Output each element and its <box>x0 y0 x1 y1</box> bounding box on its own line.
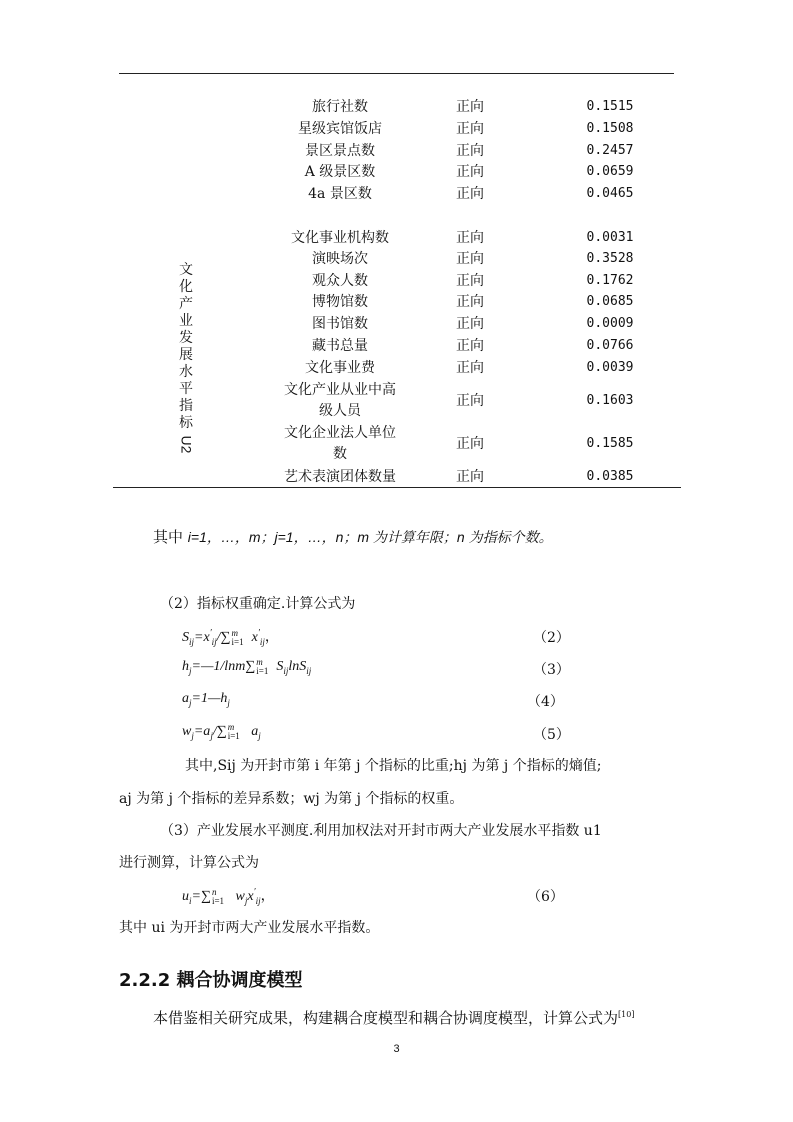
row-direction: 正向 <box>456 99 484 115</box>
row-name: 图书馆数 <box>312 316 368 332</box>
eq5-number: （5） <box>533 727 570 743</box>
row-weight: 0.1603 <box>586 393 634 408</box>
page-number: 3 <box>393 1043 400 1055</box>
step3-line1: （3）产业发展水平测度.利用加权法对开封市两大产业发展水平指数 u1 <box>160 823 602 839</box>
eq4-number: （4） <box>527 694 564 710</box>
group-label-char: 水 <box>179 364 193 380</box>
row-weight: 0.0685 <box>586 294 634 309</box>
row-name-line2: 级人员 <box>319 403 361 419</box>
row-direction: 正向 <box>456 121 484 137</box>
row-direction: 正向 <box>456 393 484 409</box>
row-direction: 正向 <box>456 186 484 202</box>
row-direction: 正向 <box>456 436 484 452</box>
row-direction: 正向 <box>456 164 484 180</box>
table-group-label <box>176 262 196 453</box>
note-italic: i=1，…，m；j=1，…，n；m 为计算年限；n 为指标个数。 <box>187 529 553 545</box>
group-label-char: 发 <box>179 330 193 346</box>
group-label-char: 文 <box>179 262 193 278</box>
final-paragraph <box>153 1003 634 1030</box>
row-weight: 0.1762 <box>586 273 634 288</box>
citation: [10] <box>618 1010 635 1019</box>
formula-6: $u_i=\sum$ n i=1 $w_jx'_{ij}$， <box>182 886 275 906</box>
formula-4: $a_j=1—h_j$ <box>182 691 230 708</box>
row-direction: 正向 <box>456 251 484 267</box>
row-direction: 正向 <box>456 230 484 246</box>
row-direction: 正向 <box>456 273 484 289</box>
row-weight: 0.1508 <box>586 121 634 136</box>
row-name: 艺术表演团体数量 <box>284 469 396 485</box>
formula-3: $h_j=—1/\ln m\sum$ m i=1 $S_{ij}\ln S_{ij}$ <box>182 657 312 677</box>
row-weight: 0.2457 <box>586 143 634 158</box>
group-label-char: 标 <box>179 415 193 431</box>
row-weight: 0.0659 <box>586 164 634 179</box>
row-name: A 级景区数 <box>304 164 376 180</box>
step3-line2: 进行测算，计算公式为 <box>119 855 259 871</box>
group-label-char: 化 <box>179 279 193 295</box>
group-label-code: U2 <box>178 435 195 454</box>
row-weight: 0.1515 <box>586 99 634 114</box>
explain-line1: 其中,Sij 为开封市第 i 年第 j 个指标的比重;hj 为第 j 个指标的熵值; <box>185 758 602 774</box>
row-name: 演映场次 <box>312 251 368 267</box>
explain-line2: aj 为第 j 个指标的差异系数；wj 为第 j 个指标的权重。 <box>119 791 464 807</box>
row-name: 景区景点数 <box>305 143 375 159</box>
table-bottom-rule <box>113 487 681 488</box>
row-weight: 0.0009 <box>586 316 634 331</box>
row-direction: 正向 <box>456 294 484 310</box>
row-name: 星级宾馆饭店 <box>298 121 382 137</box>
row-name: 4a 景区数 <box>308 186 372 202</box>
row-weight: 0.0039 <box>586 360 634 375</box>
eq6-number: （6） <box>527 889 564 905</box>
row-name: 旅行社数 <box>312 99 368 115</box>
row-weight: 0.0385 <box>586 469 634 484</box>
row-name-line1: 文化企业法人单位 <box>284 425 396 441</box>
row-name: 文化事业机构数 <box>291 230 389 246</box>
group-label-char: 业 <box>179 313 193 329</box>
group-label-char: 指 <box>179 398 193 414</box>
final-paragraph-text: 本借鉴相关研究成果，构建耦合度模型和耦合协调度模型，计算公式为 <box>153 1009 619 1027</box>
table-note <box>153 525 553 549</box>
row-name-line2: 数 <box>333 446 347 462</box>
row-weight: 0.0766 <box>586 338 634 353</box>
row-weight: 0.0031 <box>586 230 634 245</box>
section-heading: 2.2.2 耦合协调度模型 <box>119 970 303 991</box>
row-direction: 正向 <box>456 316 484 332</box>
row-direction: 正向 <box>456 338 484 354</box>
step2-title: （2）指标权重确定.计算公式为 <box>160 596 356 612</box>
row-weight: 0.1585 <box>586 436 634 451</box>
eq6-explain: 其中 ui 为开封市两大产业发展水平指数。 <box>119 920 380 936</box>
row-weight: 0.0465 <box>586 186 634 201</box>
row-direction: 正向 <box>456 360 484 376</box>
eq2-number: （2） <box>533 630 570 646</box>
row-name: 博物馆数 <box>312 294 368 310</box>
note-prefix: 其中 <box>153 528 188 546</box>
row-weight: 0.3528 <box>586 251 634 266</box>
group-label-char: 展 <box>179 347 193 363</box>
group-label-char: 产 <box>179 296 193 312</box>
row-name: 观众人数 <box>312 273 368 289</box>
row-name-line1: 文化产业从业中高 <box>284 382 396 398</box>
formula-5: $w_j=a_j/\sum$ m i=1 $a_j$ <box>182 722 261 742</box>
group-label-char: 平 <box>179 381 193 397</box>
table-top-rule <box>119 73 674 74</box>
row-direction: 正向 <box>456 143 484 159</box>
row-name: 文化事业费 <box>305 360 375 376</box>
row-name: 藏书总量 <box>312 338 368 354</box>
eq3-number: （3） <box>533 662 570 678</box>
formula-2: $S_{ij}=x'_{ij}/\sum$ m i=1 $x'_{ij}$， <box>182 627 279 647</box>
row-direction: 正向 <box>456 469 484 485</box>
